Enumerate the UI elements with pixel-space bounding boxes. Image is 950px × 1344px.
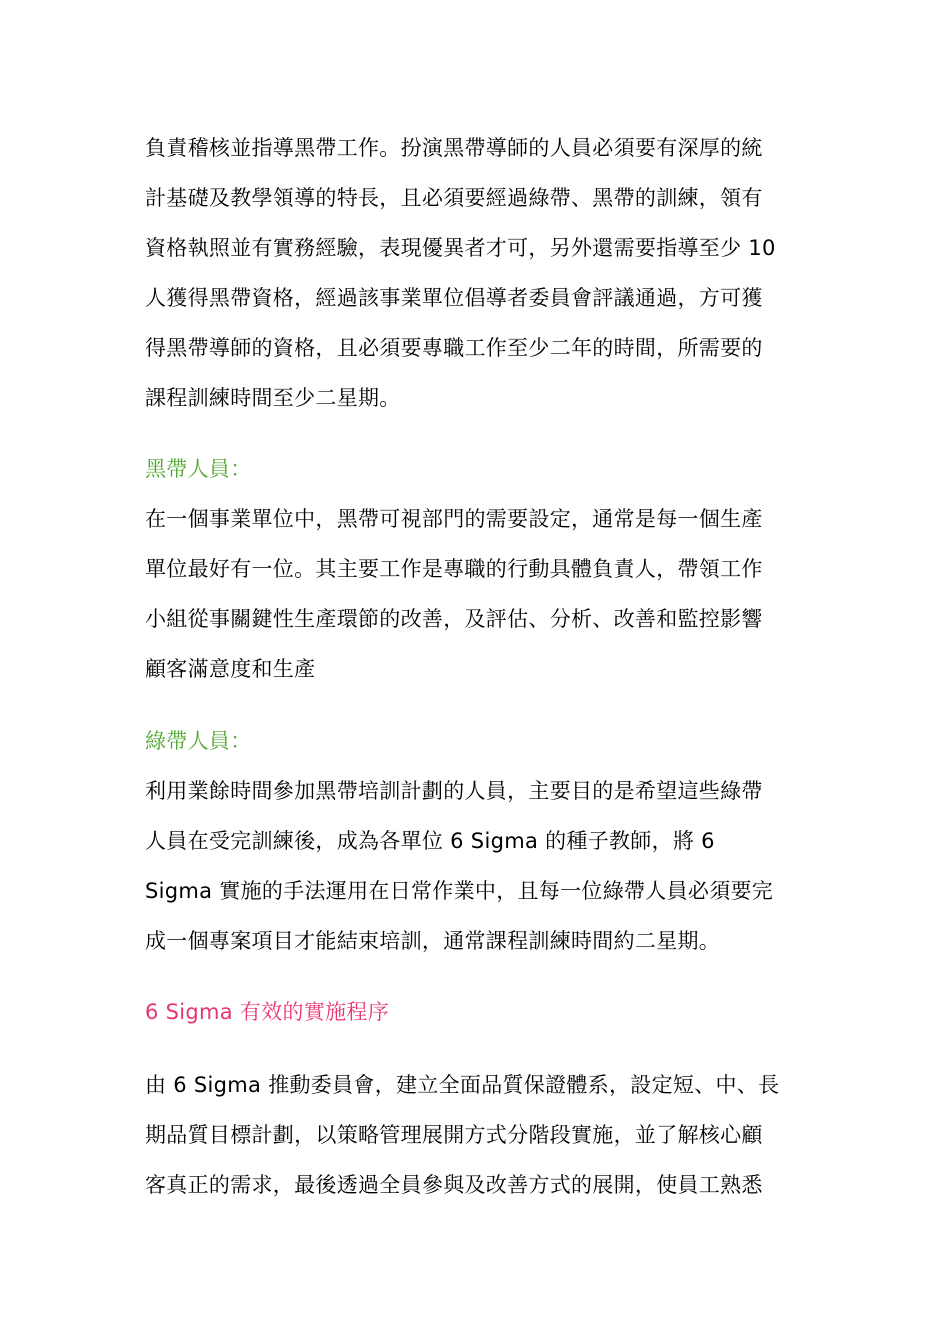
heading-black-belt: 黑帶人員： xyxy=(145,457,252,481)
paragraph-line: 得黑帶導師的資格，且必須要專職工作至少二年的時間，所需要的 xyxy=(145,336,763,360)
paragraph-line: 計基礎及教學領導的特長，且必須要經過綠帶、黑帶的訓練，領有 xyxy=(145,186,763,210)
paragraph-line: 由 6 Sigma 推動委員會，建立全面品質保證體系，設定短、中、長 xyxy=(145,1073,780,1097)
paragraph-line: 利用業餘時間參加黑帶培訓計劃的人員，主要目的是希望這些綠帶 xyxy=(145,779,763,803)
paragraph-line: 人獲得黑帶資格，經過該事業單位倡導者委員會評議通過，方可獲 xyxy=(145,286,763,310)
heading-procedure: 6 Sigma 有效的實施程序 xyxy=(145,1000,390,1024)
paragraph-line: 顧客滿意度和生產 xyxy=(145,657,316,681)
paragraph-line: 課程訓練時間至少二星期。 xyxy=(145,386,401,410)
paragraph-line: 單位最好有一位。其主要工作是專職的行動具體負責人，帶領工作 xyxy=(145,557,763,581)
paragraph-line: Sigma 實施的手法運用在日常作業中，且每一位綠帶人員必須要完 xyxy=(145,879,774,903)
paragraph-line: 人員在受完訓練後，成為各單位 6 Sigma 的種子教師，將 6 xyxy=(145,829,715,853)
paragraph-line: 資格執照並有實務經驗，表現優異者才可，另外還需要指導至少 10 xyxy=(145,236,776,260)
paragraph-line: 期品質目標計劃，以策略管理展開方式分階段實施，並了解核心顧 xyxy=(145,1123,763,1147)
paragraph-line: 在一個事業單位中，黑帶可視部門的需要設定，通常是每一個生產 xyxy=(145,507,763,531)
paragraph-line: 成一個專案項目才能結束培訓，通常課程訓練時間約二星期。 xyxy=(145,929,721,953)
heading-green-belt: 綠帶人員： xyxy=(145,729,252,753)
paragraph-line: 小組從事關鍵性生產環節的改善，及評估、分析、改善和監控影響 xyxy=(145,607,763,631)
paragraph-line: 客真正的需求，最後透過全員參與及改善方式的展開，使員工熟悉 xyxy=(145,1173,763,1197)
paragraph-line: 負責稽核並指導黑帶工作。扮演黑帶導師的人員必須要有深厚的統 xyxy=(145,136,763,160)
